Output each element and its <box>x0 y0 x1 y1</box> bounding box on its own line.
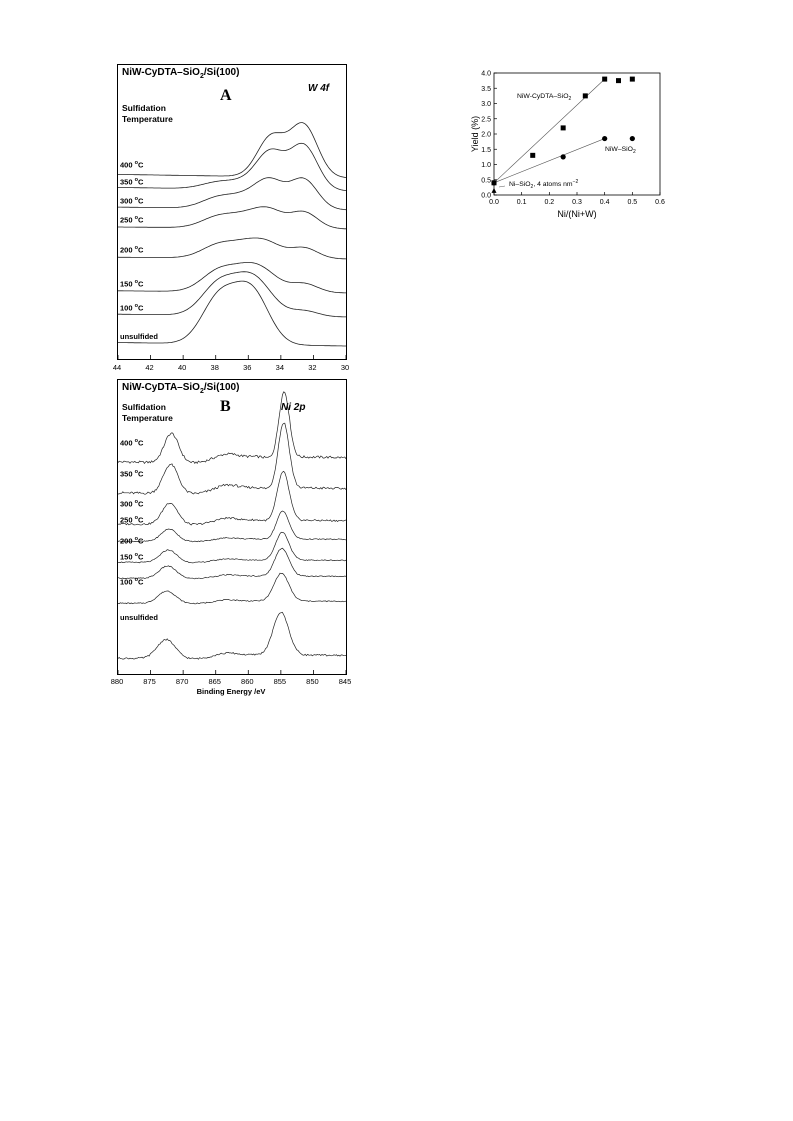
square-point <box>561 125 566 130</box>
panel-a-subhead: Sulfidation Temperature <box>122 103 173 124</box>
ni2p-trace <box>118 548 346 579</box>
ni2p-x-tick: 875 <box>143 677 156 686</box>
ni2p-x-tick: 860 <box>241 677 254 686</box>
ni2p-trace <box>118 573 346 604</box>
x-tick-label: 0.3 <box>572 199 582 206</box>
w4f-x-tick: 42 <box>145 363 154 372</box>
w4f-x-tick: 32 <box>308 363 317 372</box>
y-tick-label: 4.0 <box>481 70 491 78</box>
trend-line-niw <box>494 139 605 183</box>
square-point <box>583 93 588 98</box>
ni2p-trace <box>118 511 346 542</box>
ni2p-trace <box>118 392 346 464</box>
label-leader-ni <box>499 186 505 187</box>
w4f-trace-label: 400 $^o$C <box>120 160 144 170</box>
w4f-trace-label: 200 $^o$C <box>120 245 144 255</box>
y-tick-label: 2.5 <box>481 116 491 124</box>
circle-point <box>561 154 566 159</box>
w4f-x-tick: 30 <box>340 363 350 372</box>
panel-b-title: NiW-CyDTA–SiO$_2$/Si(100) <box>122 382 240 395</box>
ni2p-trace-label: 400 $^o$C <box>120 438 144 448</box>
w4f-trace <box>118 123 346 178</box>
y-tick-label: 3.0 <box>481 101 491 108</box>
x-axis-title: Ni/(Ni+W) <box>557 209 597 219</box>
panel-b-subhead: Sulfidation Temperature <box>122 402 173 423</box>
ni2p-trace-label: 100 $^o$C <box>120 577 144 587</box>
circle-point <box>602 136 607 141</box>
x-tick-label: 0.4 <box>599 199 610 206</box>
w4f-spectra-panel <box>117 64 347 360</box>
x-tick-label: 0.2 <box>544 199 555 206</box>
y-tick-label: 2.0 <box>481 131 491 139</box>
y-axis-title: Yield (%) <box>470 115 480 153</box>
panel-a-title: NiW-CyDTA–SiO$_2$/Si(100) <box>122 67 240 80</box>
panel-a-letter: A <box>220 87 232 104</box>
x-tick-label: 0.6 <box>655 199 665 206</box>
series-label-niw: NiW–SiO$_2$ <box>605 146 636 155</box>
triangle-point <box>492 188 497 193</box>
y-tick-label: 0.5 <box>481 177 491 185</box>
w4f-trace-label: unsulfided <box>120 332 158 341</box>
y-tick-label: 3.5 <box>481 85 491 93</box>
panel-a-species: W 4f <box>308 83 330 94</box>
w4f-trace-label: 250 $^o$C <box>120 215 144 225</box>
ni2p-trace-label: 300 $^o$C <box>120 499 144 509</box>
square-point <box>530 153 535 158</box>
w4f-trace <box>118 262 346 293</box>
y-tick-label: 1.0 <box>481 162 491 169</box>
w4f-x-tick: 40 <box>177 363 187 372</box>
ni2p-x-tick: 865 <box>208 677 221 686</box>
circle-point <box>491 180 496 185</box>
ni2p-trace-label: 200 $^o$C <box>120 536 144 546</box>
ni2p-trace-label: 150 $^o$C <box>120 552 144 562</box>
ni2p-x-tick: 880 <box>110 677 124 686</box>
ni2p-trace-label: 350 $^o$C <box>120 469 144 479</box>
circle-point <box>630 136 635 141</box>
w4f-x-tick: 38 <box>210 363 219 372</box>
ni2p-x-tick: 845 <box>338 677 352 686</box>
x-tick-label: 0.5 <box>627 199 638 206</box>
square-point <box>602 77 607 82</box>
yield-plot-frame <box>494 73 660 195</box>
x-tick-label: 0.0 <box>489 199 499 206</box>
y-tick-label: 0.0 <box>481 192 491 200</box>
series-label-niw-cydta: NiW-CyDTA–SiO$_2$ <box>517 93 572 102</box>
ni2p-plot-area <box>118 380 346 674</box>
w4f-x-tick: 34 <box>275 363 285 372</box>
ni2p-x-tick: 855 <box>273 677 287 686</box>
w4f-trace-label: 100 $^o$C <box>120 303 144 313</box>
y-tick-label: 1.5 <box>481 146 491 154</box>
ni2p-trace-label: unsulfided <box>120 613 158 622</box>
panel-b-species: Ni 2p <box>281 402 306 413</box>
w4f-trace-label: 150 $^o$C <box>120 279 144 289</box>
w4f-trace <box>118 143 346 190</box>
w4f-trace-label: 350 $^o$C <box>120 177 144 187</box>
w4f-trace <box>118 178 346 210</box>
square-point <box>630 77 635 82</box>
square-point <box>616 78 621 83</box>
w4f-trace <box>118 207 346 229</box>
ni2p-x-tick: 870 <box>175 677 189 686</box>
w4f-trace <box>118 238 346 259</box>
x-tick-label: 0.1 <box>516 199 527 206</box>
ni2p-trace <box>118 423 346 494</box>
ni2p-spectra-panel <box>117 379 347 675</box>
ni2p-x-tick: 850 <box>306 677 319 686</box>
w4f-x-tick: 44 <box>112 363 122 372</box>
ni2p-trace-label: 250 $^o$C <box>120 515 144 525</box>
w4f-trace <box>118 272 346 317</box>
panel-b-xlabel: Binding Energy /eV <box>196 687 266 696</box>
w4f-trace-label: 300 $^o$C <box>120 196 144 206</box>
ni2p-trace <box>118 471 346 525</box>
yield-chart <box>470 60 670 235</box>
w4f-plot-area <box>118 65 346 359</box>
w4f-x-tick: 36 <box>243 363 252 372</box>
series-label-ni: Ni–SiO$_2$, 4 atoms $nm^{-2}$ <box>509 179 579 190</box>
ni2p-trace <box>118 532 346 563</box>
panel-b-letter: B <box>220 398 231 415</box>
